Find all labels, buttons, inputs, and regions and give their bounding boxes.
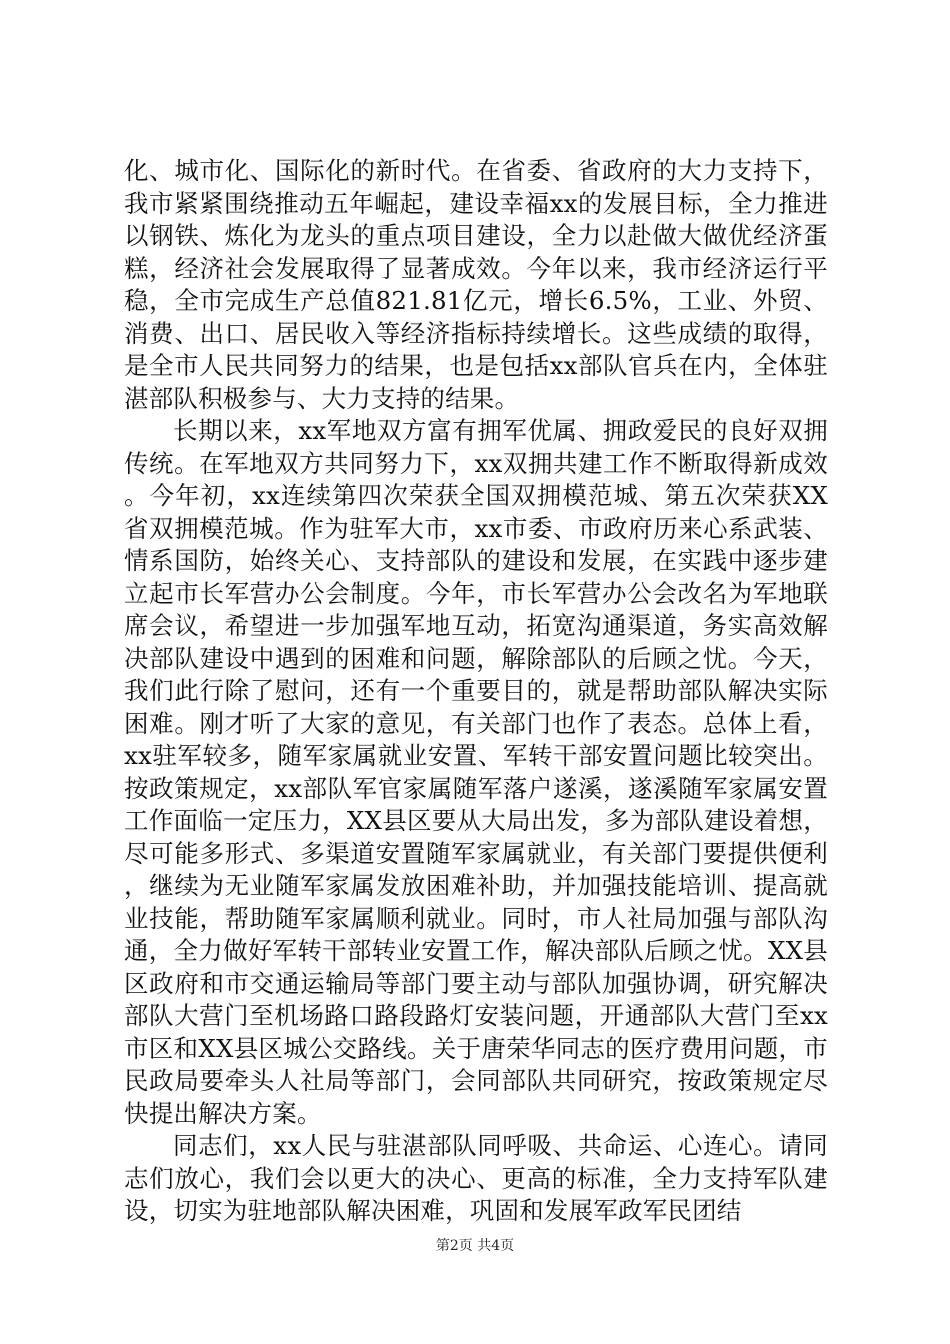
paragraph-closing-address: 同志们，xx人民与驻湛部队同呼吸、共命运、心连心。请同志们放心，我们会以更大的决心、更高的标准，全力支持军队建设，切实为驻地部队解决困难，巩固和发展军政军民团结 — [124, 1131, 828, 1225]
paragraph-continuation: 化、城市化、国际化的新时代。在省委、省政府的大力支持下，我市紧紧围绕推动五年崛起，建设幸福xx的发展目标，全力推进以钢铁、炼化为龙头的重点项目建设，全力以赴做大做优经济蛋糕，经济社会发展取得了显著成效。今年以来，我市经济运行平稳，全市完成生产总值821.81亿元，增长6.5%，工业、外贸、消费、出口、居民收入等经济指标持续增长。这些成绩的取得，是全市人民共同努力的结果，也是包括xx部队官兵在内，全体驻湛部队积极参与、大力支持的结果。 — [124, 156, 828, 413]
page-footer: 第2页 共4页 — [435, 1238, 515, 1254]
document-body — [124, 155, 828, 1228]
paragraph-military-civilian-relations: 长期以来，xx军地双方富有拥军优属、拥政爱民的良好双拥传统。在军地双方共同努力下，xx双拥共建工作不断取得新成效。今年初，xx连续第四次荣获全国双拥模范城、第五次荣获XX省双拥模范城。作为驻军大市，xx市委、市政府历来心系武装、情系国防，始终关心、支持部队的建设和发展，在实践中逐步建立起市长军营办公会制度。今年，市长军营办公会改名为军地联席会议，希望进一步加强军地互动，拓宽沟通渠道，务实高效解决部队建设中遇到的困难和问题，解除部队的后顾之忧。今天，我们此行除了慰问，还有一个重要目的，就是帮助部队解决实际困难。刚才听了大家的意见，有关部门也作了表态。总体上看，xx驻军较多，随军家属就业安置、军转干部安置问题比较突出。按政策规定，xx部队军官家属随军落户遂溪，遂溪随军家属安置工作面临一定压力，XX县区要从大局出发，多为部队建设着想，尽可能多形式、多渠道安置随军家属就业，有关部门要提供便利，继续为无业随军家属发放困难补助，并加强技能培训、提高就业技能，帮助随军家属顺利就业。同时，市人社局加强与部队沟通，全力做好军转干部转业安置工作，解决部队后顾之忧。XX县区政府和市交通运输局等部门要主动与部队加强协调，研究解决部队大营门至机场路口路段路灯安装问题，开通部队大营门至xx市区和XX县区城公交路线。关于唐荣华同志的医疗费用问题，市民政局要牵头人社局等部门，会同部队共同研究，按政策规定尽快提出解决方案。 — [124, 416, 828, 1128]
